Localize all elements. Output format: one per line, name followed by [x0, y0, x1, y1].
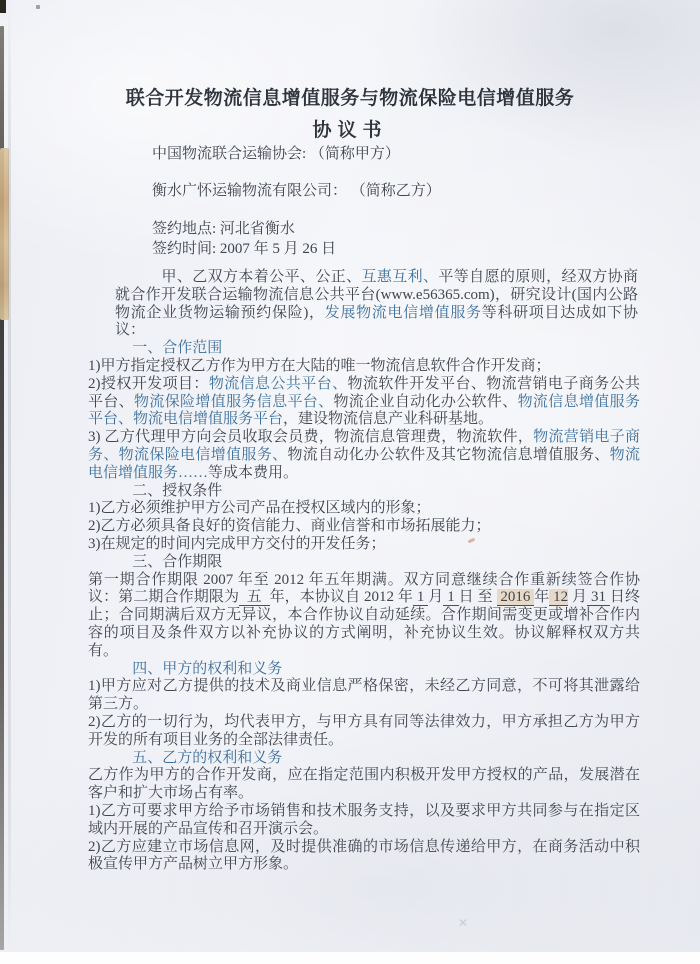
text-segment: 物流营销电子商务、物流保险电信增值服务、 [88, 429, 640, 463]
body-paragraph [88, 767, 640, 803]
text-segment: 1 [443, 589, 459, 606]
body-paragraph [88, 572, 640, 661]
section-heading [88, 554, 640, 572]
signing-date-line: 签约时间: 2007 年 5 月 26 日 [152, 241, 337, 257]
text-segment: 五、乙方的权利和义务 [132, 749, 283, 766]
text-segment: 2)乙方应建立市场信息网，及时提供准确的市场信息传递给甲方，在商务活动中积极宣传甲方产品树立甲方形象。 [88, 838, 640, 873]
signing-place-line: 签约地点: 河北省衡水 [152, 221, 295, 237]
text-segment: 物流信息增值服务平台、物流电信增值服务平台 [88, 393, 640, 428]
text-segment: 2)乙方必须具备良好的资信能力、商业信誉和市场拓展能力； [88, 518, 491, 535]
text-segment: 五 [239, 589, 270, 606]
section-heading [88, 750, 640, 768]
body-paragraph [88, 678, 640, 714]
section-heading [88, 661, 640, 679]
document-title: 联合开发物流信息增值服务与物流保险电信增值服务 [125, 88, 575, 109]
text-segment: 物流企业自动化办公软件、 [333, 393, 518, 410]
text-segment: 1)乙方可要求甲方给予市场销售和技术服务支持，以及要求甲方共同参与在指定区域内开展的产品宣传和召开演示会。 [88, 802, 640, 837]
text-segment: 互惠互利、 [361, 269, 439, 285]
body-paragraph [88, 803, 640, 839]
body-paragraph [88, 536, 640, 554]
party-b-line: 衡水广怀运输物流有限公司： （简称乙方） [152, 183, 441, 199]
text-segment: 乙方作为甲方的合作开发商，应在指定范围内积极开发甲方授权的产品，发展潜在客户和扩大市场占有率。 [88, 767, 640, 802]
text-segment: 12 [549, 589, 569, 606]
document-body [88, 269, 640, 874]
document-subtitle: 协议书 [312, 120, 388, 141]
text-segment: ，建设物流信息产业科研基地。 [283, 411, 494, 428]
text-segment: 物流电信增值服务…… [88, 446, 640, 481]
text-segment: 3) 乙方代理甲方向会员收取会员费，物流信息管理费，物流软件， [88, 429, 534, 446]
body-paragraph [88, 376, 640, 429]
body-paragraph [88, 500, 640, 518]
text-segment: 1)乙方必须维护甲方公司产品在授权区域内的形象； [88, 500, 431, 517]
text-segment: 月 [428, 589, 444, 606]
text-segment: 第一期合作期限 2007 年至 2012 年五年期满。双方同意继续合作重新续签合作协议：第二期合作期限为 [88, 571, 640, 606]
party-a-line: 中国物流联合运输协会: （简称甲方） [152, 146, 400, 162]
text-segment: 物流自动化办公软件及其它物流信息增值服务、 [287, 446, 610, 463]
text-segment: 三、合作期限 [132, 553, 223, 570]
text-segment: 年 [534, 589, 550, 606]
body-paragraph [115, 269, 638, 340]
pencil-x-mark: ✕ [458, 916, 469, 930]
text-segment: 2)授权开发项目： [88, 375, 209, 392]
text-segment: 3)在规定的时间内完成甲方交付的开发任务； [88, 535, 386, 552]
section-heading [88, 340, 640, 358]
body-paragraph [88, 429, 640, 482]
text-segment: 四、甲方的权利和义务 [132, 660, 283, 677]
text-segment: 日 至 [458, 589, 497, 606]
body-paragraph [88, 358, 640, 376]
text-segment: 年，本协议自 2012 年 [269, 589, 414, 606]
section-heading [88, 483, 640, 501]
text-segment: 甲、乙双方本着公平、公正、 [161, 269, 362, 285]
text-segment: 日终止；合同期满后双方无异议，本合作协议自动延续。合作期间需变更或增补合作内容的项目及条件双方以补充协议的方式阐明，补充协议生效。协议解释权双方共有。 [88, 589, 640, 659]
text-segment: 2016 [496, 589, 535, 606]
text-segment: 发展物流电信增值服务 [324, 304, 482, 321]
text-segment: 等科研项目达成如下协议： [115, 304, 638, 339]
text-segment: 等成本费用。 [208, 464, 299, 481]
text-segment: 月 [568, 589, 588, 606]
text-segment: 物流保险增值服务信息平台、 [134, 393, 334, 410]
body-paragraph [88, 714, 640, 750]
text-segment: 31 [587, 589, 610, 606]
body-paragraph [88, 518, 640, 536]
text-segment: 一、合作范围 [132, 340, 223, 357]
text-segment: 1 [413, 589, 429, 606]
text-segment: 物流信息公共平台、 [208, 375, 348, 392]
text-segment: 平等自愿的原则，经双方协商就合作开发联合运输物流信息公共平台(www.e56365.com)，研究设计(国内公路物流企业货物运输预约保险)， [115, 269, 638, 321]
text-segment: 二、授权条件 [132, 482, 223, 499]
text-segment: 1)甲方应对乙方提供的技术及商业信息严格保密，未经乙方同意，不可将其泄露给第三方。 [88, 678, 640, 713]
text-segment: 物流软件开发平台、物流营销电子商务公共平台、 [88, 375, 640, 410]
body-paragraph [88, 839, 640, 875]
text-segment: 1)甲方指定授权乙方作为甲方在大陆的唯一物流信息软件合作开发商； [88, 357, 551, 374]
text-segment: 2)乙方的一切行为，均代表甲方，与甲方具有同等法律效力，甲方承担乙方为甲方开发的所有项目业务的全部法律责任。 [88, 713, 640, 748]
